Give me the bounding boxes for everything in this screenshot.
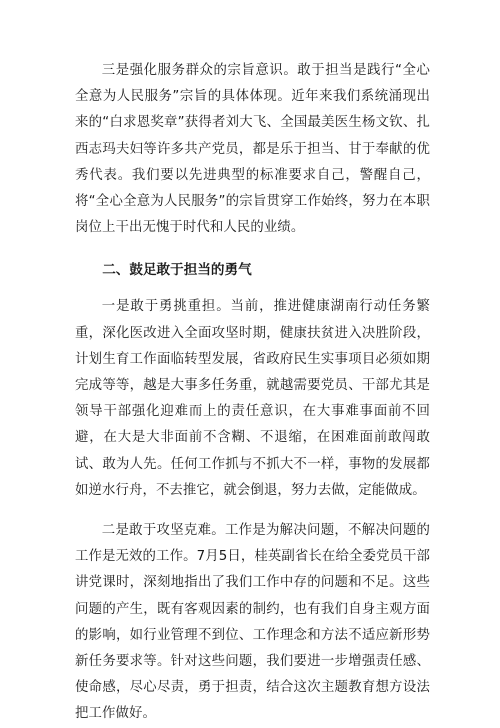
paragraph-overcome-difficulties: 二是敢于攻坚克难。工作是为解决问题，不解决问题的工作是无效的工作。7月5日，桂英副省长在给全委党员干部讲党课时，深刻地指出了我们工作中存的问题和不足。这些问题的产生，既有客观因素的制约，也有我们自身主观方面的影响，如行业管理不到位、工作理念和方法不适应新形势新任务要求等。针对这些问题，我们要进一步增强责任感、使命感，尽心尽责，勇于担责，结合这次主题教育想方设法把工作做好。 — [75, 523, 430, 722]
paragraph-service-awareness: 三是强化服务群众的宗旨意识。敢于担当是践行“全心全意为人民服务”宗旨的具体体现。近年来我们系统涌现出来的“白求恩奖章”获得者刘大飞、全国最美医生杨文钦、扎西志玛夫妇等许多共产党员，都是乐于担当、甘于奉献的优秀代表。我们要以先进典型的标准要求自己，警醒自己，将“全心全意为人民服务”的宗旨贯穿工作始终，努力在本职岗位上干出无愧于时代和人民的业绩。 — [75, 63, 430, 236]
section-heading: 二、鼓足敢于担当的勇气 — [102, 262, 252, 279]
paragraph-take-on-burdens: 一是敢于勇挑重担。当前，推进健康湖南行动任务繁重，深化医改进入全面攻坚时期，健康扶贫进入决胜阶段，计划生育工作面临转型发展，省政府民生实事项目必须如期完成等等，越是大事多任务重，就越需要党员、干部尤其是领导干部强化迎难而上的责任意识，在大事难事面前不回避，在大是大非面前不含糊、不退缩，在困难面前敢闯敢试、敢为人先。任何工作抓与不抓大不一样，事物的发展都如逆水行舟，不去推它，就会倒退，努力去做，定能做成。 — [75, 299, 430, 498]
